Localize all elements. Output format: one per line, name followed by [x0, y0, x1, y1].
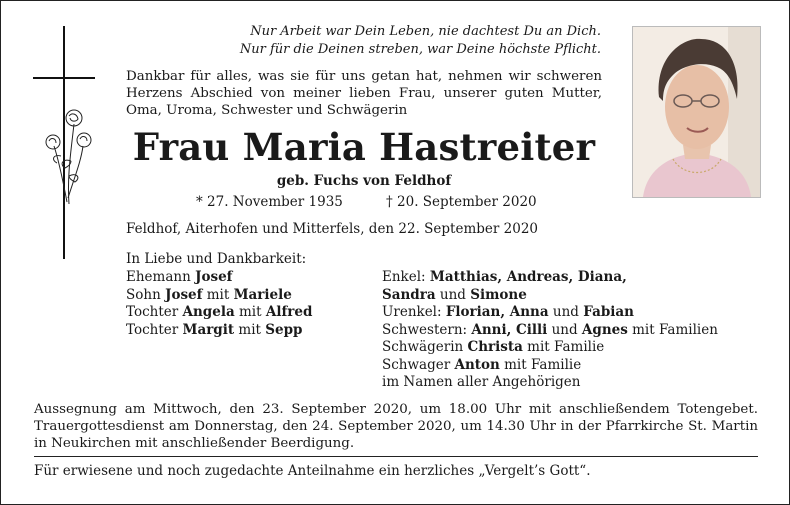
mourner-line: Schwestern: Anni, Cilli und Agnes mit Familien: [382, 321, 718, 338]
mourner-line: Tochter Angela mit Alfred: [126, 304, 313, 320]
intro-text: Dankbar für alles, was sie für uns getan hat, nehmen wir schweren Herzens Abschied von meiner lieben Frau, unserer guten Mutter, Oma, Uroma, Schwester und Schwägerin: [126, 69, 602, 118]
in-love-line: In Liebe und Dankbarkeit:: [126, 251, 307, 267]
mourner-line: Tochter Margit mit Sepp: [126, 321, 303, 338]
mourner-line: Schwägerin Christa mit Familie: [382, 339, 605, 355]
mourner-line: Urenkel: Florian, Anna und Fabian: [382, 304, 634, 320]
funeral-details: Aussegnung am Mittwoch, den 23. September 2020, um 18.00 Uhr mit anschließendem Totengebet. Trauergottesdienst am Donnerstag, den 24. September 2020, um 14.30 Uhr in der Pfarrkirche St. Martin in Neukirchen mit anschließender Beerdigung.: [34, 402, 758, 451]
quote: [181, 23, 601, 59]
maiden-name: geb. Fuchs von Feldhof: [276, 173, 452, 189]
divider: [34, 456, 758, 457]
mourner-line: Sandra und Simone: [382, 286, 527, 303]
birth-date: * 27. November 1935: [196, 194, 343, 210]
thanks-line: Für erwiesene und noch zugedachte Anteilnahme ein herzliches „Vergelt’s Gott“.: [34, 463, 591, 479]
mourner-line: Sohn Josef mit Mariele: [126, 286, 292, 303]
quote-line-2: Nur für die Deinen streben, war Deine höchste Pflicht.: [239, 42, 601, 57]
mourner-line: Ehemann Josef: [126, 269, 233, 285]
quote-line-1: Nur Arbeit war Dein Leben, nie dachtest Du an Dich.: [250, 24, 601, 39]
death-date: † 20. September 2020: [386, 194, 537, 210]
mourners-left: [126, 269, 312, 339]
mourners-right: [382, 269, 718, 392]
place-date: Feldhof, Aiterhofen und Mitterfels, den 22. September 2020: [126, 221, 539, 237]
portrait-photo: [632, 26, 761, 198]
mourner-line: Schwager Anton mit Familie: [382, 356, 582, 373]
roses-icon: [41, 106, 96, 206]
mourner-line: im Namen aller Angehörigen: [382, 374, 581, 390]
mourner-line: Enkel: Matthias, Andreas, Diana,: [382, 269, 627, 285]
deceased-name: Frau Maria Hastreiter: [132, 125, 596, 169]
